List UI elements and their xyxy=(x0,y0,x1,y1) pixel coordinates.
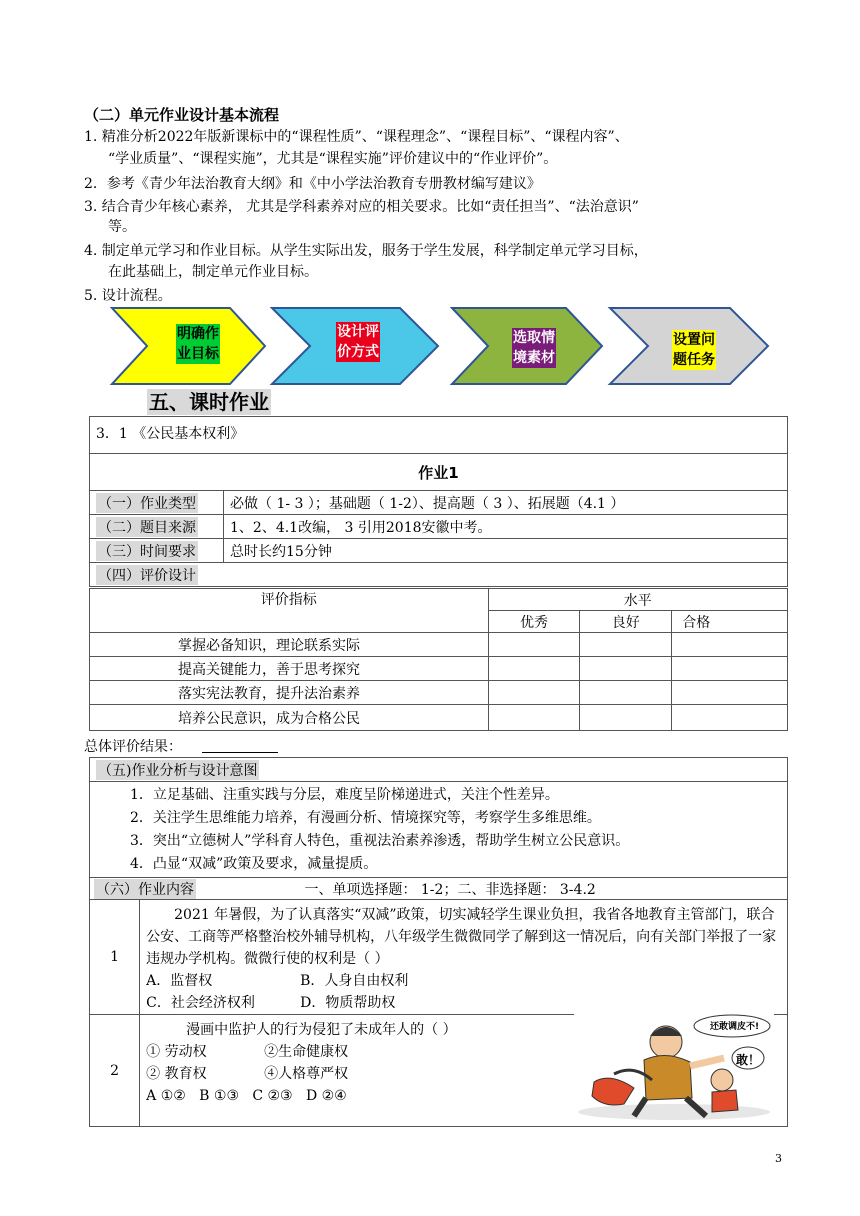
flow-item-4: 4. 制定单元学习和作业目标。从学生实际出发，服务于学生发展，科学制定单元学习目标， xyxy=(84,243,648,259)
section5-title: 五、课时作业 xyxy=(149,390,269,414)
overall-label: 总体评价结果： xyxy=(84,739,182,755)
homework-title: 作业1 xyxy=(90,454,788,491)
question-stem: 2021 年暑假，为了认真落实“双减”政策，切实减轻学生课业负担，我省各地教育主管部门，联合公安、工商等严格整治校外辅导机构，八年级学生微微同学了解到这一情况后，向有关部门举报了一家违规办学机构。微微行使的权利是（ ） xyxy=(146,907,777,967)
source-label: （二）题目来源 xyxy=(96,517,198,537)
lesson-table xyxy=(89,416,788,587)
analysis-item: 2．关注学生思维能力培养，有漫画分析、情境探究等，考察学生多维思维。 xyxy=(130,810,601,826)
option-c[interactable]: C．社会经济权利 xyxy=(146,995,255,1011)
choice-row[interactable]: A ①② B ①③ C ②③ D ②④ xyxy=(146,1088,347,1104)
page-number: 3 xyxy=(775,1152,782,1165)
level-excellent: 优秀 xyxy=(488,611,580,633)
option-2: ②生命健康权 xyxy=(264,1044,349,1060)
indicator-row: 掌握必备知识，理论联系实际 xyxy=(90,633,489,657)
option-b[interactable]: B．人身自由权利 xyxy=(300,973,409,989)
flow-label-4: 设置问 题任务 xyxy=(673,332,715,368)
eval-label: （四）评价设计 xyxy=(96,565,198,585)
level-header: 水平 xyxy=(488,589,787,611)
indicator-row: 落实宪法教育，提升法治素养 xyxy=(90,681,489,705)
flow-item-1-cont: “学业质量”、“课程实施”，尤其是“课程实施”评价建议中的“作业评价”。 xyxy=(108,151,558,167)
cartoon-caption-2: 敢！ xyxy=(736,1053,761,1067)
flow-item-2: 2．参考《青少年法治教育大纲》和《中小学法治教育专册教材编写建议》 xyxy=(84,176,541,192)
cartoon-caption-1: 还敢调皮不! xyxy=(710,1022,760,1032)
option-1: ① 劳动权 xyxy=(146,1044,207,1060)
flow-label-1: 明确作 业目标 xyxy=(177,326,219,362)
analysis-label: （五)作业分析与设计意图 xyxy=(96,760,259,780)
analysis-item: 4．凸显“双减”政策及要求，减量提质。 xyxy=(130,856,378,872)
overall-blank[interactable] xyxy=(202,752,278,753)
option-3: ② 教育权 xyxy=(146,1066,207,1082)
option-d[interactable]: D．物质帮助权 xyxy=(300,995,396,1011)
source-value: 1、2、4.1改编， 3 引用2018安徽中考。 xyxy=(224,515,788,539)
flow-item-5: 5. 设计流程。 xyxy=(84,288,172,304)
question-stem: 漫画中监护人的行为侵犯了未成年人的（ ） xyxy=(186,1022,457,1038)
flow-item-3: 3. 结合青少年核心素养， 尤其是学科素养对应的相关要求。比如“责任担当”、“法治意识” xyxy=(84,199,639,215)
content-label: （六）作业内容 xyxy=(94,879,196,899)
content-summary: 一、单项选择题： 1-2；二、非选择题： 3-4.2 xyxy=(304,881,596,898)
flow-item-4-cont: 在此基础上，制定单元作业目标。 xyxy=(108,264,318,280)
indicator-header: 评价指标 xyxy=(90,589,489,633)
analysis-list xyxy=(90,782,788,878)
eval-table xyxy=(89,588,788,731)
level-pass: 合格 xyxy=(672,611,788,633)
type-value: 必做（ 1- 3 ）；基础题（ 1-2）、提高题（ 3 ）、拓展题（4.1 ） xyxy=(224,491,788,515)
flow-label-2: 设计评 价方式 xyxy=(337,324,379,360)
flow-item-1: 1. 精准分析2022年版新课标中的“课程性质”、“课程理念”、“课程目标”、“课程内容”、 xyxy=(84,129,629,145)
flow-label-3: 选取情 境素材 xyxy=(513,330,555,366)
indicator-row: 培养公民意识，成为合格公民 xyxy=(90,705,489,731)
option-a[interactable]: A．监督权 xyxy=(146,973,213,989)
level-good: 良好 xyxy=(580,611,672,633)
question-number: 1 xyxy=(90,900,140,1015)
indicator-row: 提高关键能力，善于思考探究 xyxy=(90,657,489,681)
lesson-title: 3．1 《公民基本权利》 xyxy=(90,417,788,454)
flow-item-3-cont: 等。 xyxy=(108,219,136,235)
option-4: ④人格尊严权 xyxy=(264,1066,349,1082)
question-1 xyxy=(140,900,788,1015)
type-label: （一）作业类型 xyxy=(96,493,198,513)
analysis-item: 1．立足基础、注重实践与分层，难度呈阶梯递进式，关注个性差异。 xyxy=(130,787,559,803)
flow-heading: （二）单元作业设计基本流程 xyxy=(84,106,280,124)
question-number: 2 xyxy=(90,1015,140,1127)
analysis-item: 3．突出“立德树人”学科育人特色，重视法治素养渗透，帮助学生树立公民意识。 xyxy=(130,833,630,849)
time-value: 总时长约15分钟 xyxy=(224,539,788,563)
time-label: （三）时间要求 xyxy=(96,541,198,561)
